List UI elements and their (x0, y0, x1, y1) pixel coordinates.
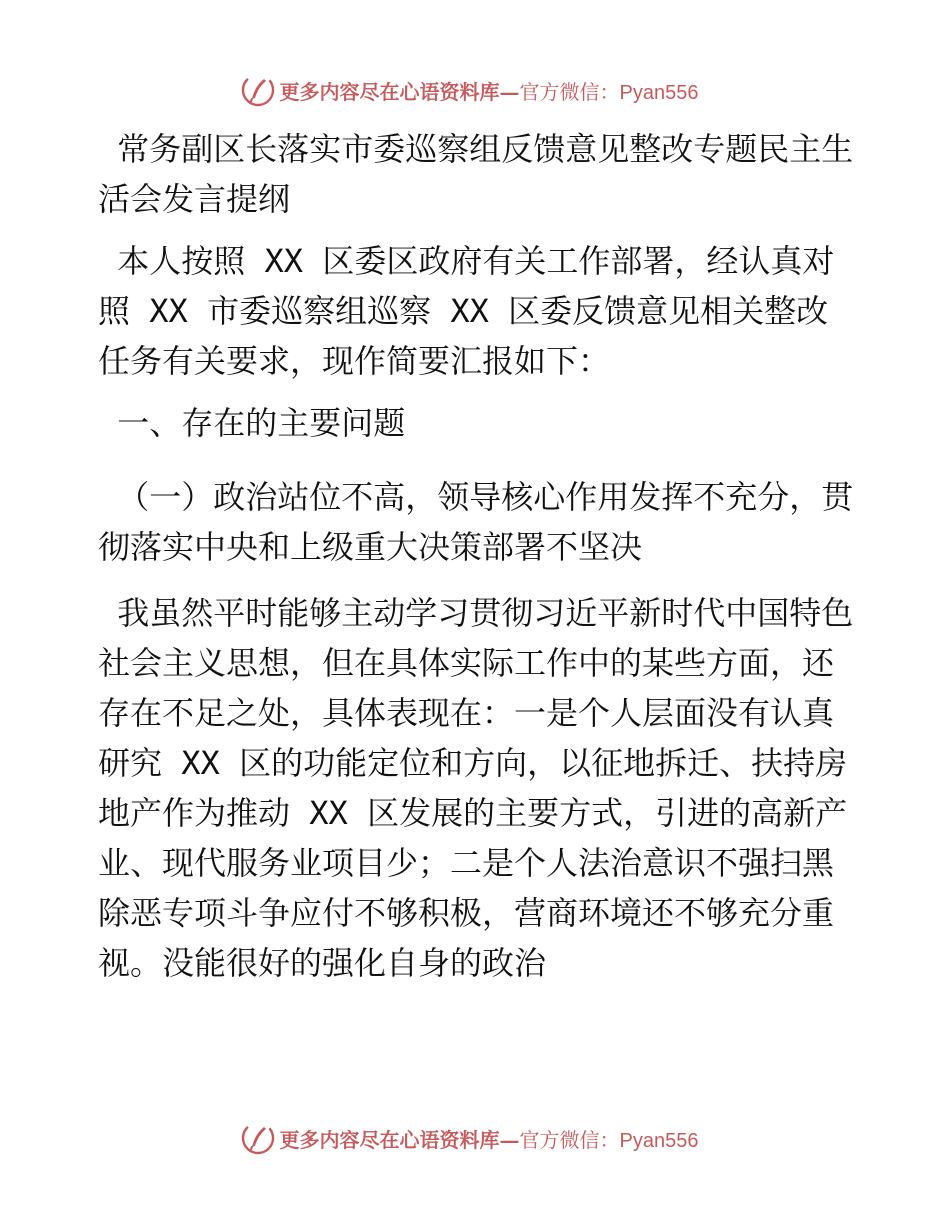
watermark-banner-top (0, 70, 950, 110)
watermark-text: 更多内容尽在心语资料库— (279, 1127, 520, 1152)
intro-paragraph: 本人按照 XX 区委区政府有关工作部署，经认真对照 XX 市委巡察组巡察 XX 区委反馈意见相关整改任务有关要求，现作简要汇报如下： (98, 242, 835, 380)
document-title: 常务副区长落实市委巡察组反馈意见整改专题民主生活会发言提纲 (98, 130, 854, 218)
quill-pen-logo-icon (240, 72, 276, 108)
quill-pen-logo-icon (240, 1120, 276, 1156)
section-heading-problems: 一、存在的主要问题 (98, 404, 406, 442)
watermark-wechat: 官方微信：Pyan556 (519, 1129, 699, 1152)
watermark-banner-bottom (0, 1118, 950, 1158)
watermark-text: 更多内容尽在心语资料库— (279, 79, 520, 104)
body-paragraph: 我虽然平时能够主动学习贯彻习近平新时代中国特色社会主义思想，但在具体实际工作中的某些方面，还存在不足之处，具体表现在：一是个人层面没有认真研究 XX 区的功能定位和方向，以征地拆迁、扶持房地产作为推动 XX 区发展的主要方式，引进的高新产业、现代服务业项目少；二是个人法治意识不强扫黑除恶专项斗争应付不够积极，营商环境还不够充分重视。没能很好的强化自身的政治 (98, 594, 854, 982)
subsection-heading-political: （一）政治站位不高，领导核心作用发挥不充分，贯彻落实中央和上级重大决策部署不坚决 (98, 478, 854, 566)
watermark-wechat: 官方微信：Pyan556 (519, 81, 699, 104)
document-body (98, 124, 858, 988)
